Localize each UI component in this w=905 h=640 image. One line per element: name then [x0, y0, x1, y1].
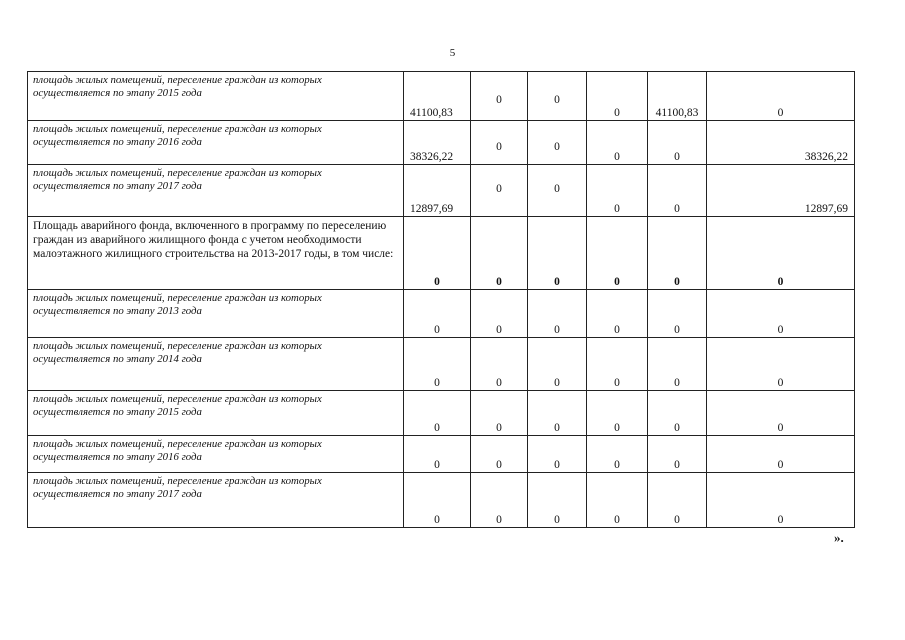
cell-value: 0	[707, 72, 855, 121]
row-label: площадь жилых помещений, переселение граждан из которых осуществляется по этапу 2017 года	[28, 473, 404, 528]
cell-value: 0	[707, 436, 855, 473]
cell-value: 0	[471, 338, 528, 391]
cell-value: 0	[471, 217, 528, 290]
row-label: площадь жилых помещений, переселение граждан из которых осуществляется по этапу 2016 года	[28, 121, 404, 165]
cell-value: 0	[707, 338, 855, 391]
cell-value: 0	[707, 391, 855, 436]
area-table	[27, 71, 855, 528]
cell-value: 0	[528, 165, 587, 217]
table-row	[28, 473, 855, 528]
cell-value: 0	[528, 391, 587, 436]
cell-value: 0	[528, 473, 587, 528]
cell-value: 0	[471, 436, 528, 473]
cell-value: 0	[648, 473, 707, 528]
cell-value: 41100,83	[648, 72, 707, 121]
cell-value: 0	[471, 473, 528, 528]
cell-value: 0	[648, 290, 707, 338]
cell-value: 0	[587, 217, 648, 290]
cell-value: 0	[528, 436, 587, 473]
table-row	[28, 436, 855, 473]
cell-value: 0	[587, 72, 648, 121]
row-label: площадь жилых помещений, переселение граждан из которых осуществляется по этапу 2013 года	[28, 290, 404, 338]
cell-value: 0	[471, 290, 528, 338]
cell-value: 0	[528, 121, 587, 165]
table-row	[28, 165, 855, 217]
table-row	[28, 121, 855, 165]
cell-value: 0	[648, 391, 707, 436]
cell-value: 38326,22	[404, 121, 471, 165]
cell-value: 0	[648, 165, 707, 217]
cell-value: 0	[404, 391, 471, 436]
cell-value: 0	[404, 436, 471, 473]
table-row	[28, 391, 855, 436]
cell-value: 0	[528, 72, 587, 121]
row-label: площадь жилых помещений, переселение граждан из которых осуществляется по этапу 2016 года	[28, 436, 404, 473]
cell-value: 0	[648, 217, 707, 290]
cell-value: 0	[648, 436, 707, 473]
closing-quote: ».	[834, 530, 844, 545]
cell-value: 0	[587, 473, 648, 528]
cell-value: 0	[587, 338, 648, 391]
row-label: Площадь аварийного фонда, включенного в программу по переселению граждан из аварийного жилищного фонда с учетом необходимости малоэтажного жилищного строительства на 2013-2017 годы, в том числе:	[28, 217, 404, 290]
cell-value: 0	[587, 165, 648, 217]
row-label: площадь жилых помещений, переселение граждан из которых осуществляется по этапу 2015 года	[28, 72, 404, 121]
cell-value: 0	[587, 391, 648, 436]
cell-value: 0	[587, 290, 648, 338]
table-row	[28, 217, 855, 290]
cell-value: 0	[528, 217, 587, 290]
cell-value: 0	[707, 290, 855, 338]
cell-value: 0	[471, 165, 528, 217]
cell-value: 0	[587, 436, 648, 473]
table-row	[28, 72, 855, 121]
cell-value: 12897,69	[404, 165, 471, 217]
cell-value: 0	[404, 473, 471, 528]
table-row	[28, 338, 855, 391]
cell-value: 0	[707, 217, 855, 290]
cell-value: 38326,22	[707, 121, 855, 165]
cell-value: 0	[587, 121, 648, 165]
cell-value: 0	[648, 338, 707, 391]
cell-value: 0	[404, 217, 471, 290]
cell-value: 0	[404, 290, 471, 338]
cell-value: 0	[404, 338, 471, 391]
cell-value: 0	[528, 338, 587, 391]
cell-value: 0	[471, 121, 528, 165]
row-label: площадь жилых помещений, переселение граждан из которых осуществляется по этапу 2015 года	[28, 391, 404, 436]
page-number: 5	[449, 47, 456, 59]
cell-value: 12897,69	[707, 165, 855, 217]
cell-value: 0	[528, 290, 587, 338]
cell-value: 0	[707, 473, 855, 528]
cell-value: 41100,83	[404, 72, 471, 121]
row-label: площадь жилых помещений, переселение граждан из которых осуществляется по этапу 2017 года	[28, 165, 404, 217]
cell-value: 0	[648, 121, 707, 165]
cell-value: 0	[471, 391, 528, 436]
row-label: площадь жилых помещений, переселение граждан из которых осуществляется по этапу 2014 года	[28, 338, 404, 391]
table-row	[28, 290, 855, 338]
cell-value: 0	[471, 72, 528, 121]
